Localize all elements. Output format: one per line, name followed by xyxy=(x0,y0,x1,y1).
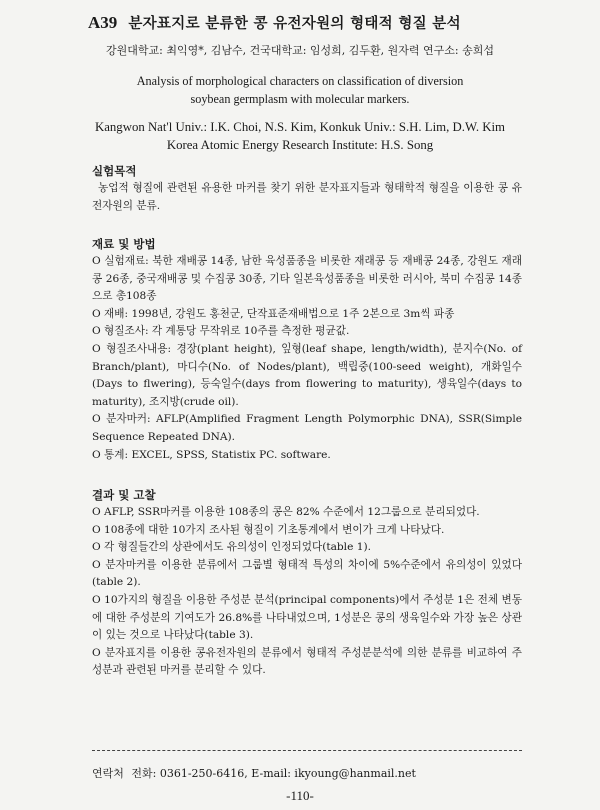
methods-item: O 분자마커: AFLP(Amplified Fragment Length Polymorphic DNA), SSR(Simple Sequence Repeated DNA). xyxy=(92,413,522,443)
affiliation-line-1: Kangwon Nat'l Univ.: I.K. Choi, N.S. Kim, Konkuk Univ.: S.H. Lim, D.W. Kim xyxy=(94,120,506,134)
objective-body xyxy=(92,180,522,215)
affiliation-line-2: Korea Atomic Energy Research Institute: H.S. Song xyxy=(166,138,434,152)
methods-heading: 재료 및 방법 xyxy=(92,237,156,251)
english-affiliations xyxy=(70,118,530,154)
methods-item: O 형질조사내용: 경장(plant height), 잎형(leaf shape, length/width), 분지수(No. of Branch/plant), 마디수(No. of Nodes/plant), 백립중(100-seed weight), 개화일수(Days to flwering), 등숙일수(days from flowering to maturity), 생육일수(days to maturity), 조지방(crude oil). xyxy=(92,342,522,408)
english-title-line-2: soybean germplasm with molecular markers. xyxy=(190,92,410,106)
english-title-line-1: Analysis of morphological characters on classification of diversion xyxy=(136,74,464,88)
methods-list xyxy=(92,253,522,464)
footer-divider xyxy=(92,750,522,751)
english-title xyxy=(80,72,520,108)
objective-heading: 실험목적 xyxy=(92,164,137,178)
results-item: O AFLP, SSR마커를 이용한 108종의 콩은 82% 수준에서 12그룹으로 분리되었다. xyxy=(92,506,480,518)
page-number: -110- xyxy=(286,788,314,803)
results-item: O 10가지의 형질을 이용한 주성분 분석(principal components)에서 주성분 1은 전체 변동에 대한 주성분의 기여도가 26.8%를 나타내었으며, 1성분은 콩의 생육일수와 가장 높은 상관이 있는 것으로 나타났다(table 3). xyxy=(92,593,522,642)
results-item: O 각 형질들간의 상관에서도 유의성이 인정되었다(table 1). xyxy=(92,541,371,554)
results-heading: 결과 및 고찰 xyxy=(92,488,156,502)
results-item: O 108종에 대한 10가지 조사된 형질이 기초통계에서 변이가 크게 나타났다. xyxy=(92,523,445,536)
abstract-code: A39 xyxy=(88,13,118,32)
results-item: O 분자표지를 이용한 콩유전자원의 분류에서 형태적 주성분분석에 의한 분류를 비교하여 주성분과 관련된 마커를 분리할 수 있다. xyxy=(92,646,522,677)
contact-label: 연락처 xyxy=(92,767,124,780)
korean-title: 분자표지로 분류한 콩 유전자원의 형태적 형질 분석 xyxy=(128,15,461,32)
methods-item: O 실험재료: 북한 재배콩 14종, 남한 육성품종을 비롯한 재래콩 등 재배콩 24종, 강원도 재래콩 26종, 중국재배콩 및 수집콩 30종, 기타 일본육성품종을 비롯한 러시아, 북미 수집콩 14종으로 총108종 xyxy=(92,255,522,303)
results-list xyxy=(92,504,522,680)
title-row xyxy=(88,12,548,33)
results-item: O 분자마커를 이용한 분류에서 그룹별 형태적 특성의 차이에 5%수준에서 유의성이 있었다(table 2). xyxy=(92,558,522,589)
objective-text: 농업적 형질에 관련된 유용한 마커를 찾기 위한 분자표지들과 형태학적 형질을 이용한 콩 유전자원의 분류. xyxy=(92,182,522,212)
contact-details: 전화: 0361-250-6416, E-mail: ikyoung@hanmail.net xyxy=(131,767,416,780)
methods-item: O 통계: EXCEL, SPSS, Statistix PC. software. xyxy=(92,448,331,461)
methods-item: O 형질조사: 각 계통당 무작위로 10주를 측정한 평균값. xyxy=(92,325,350,338)
contact-line xyxy=(92,765,420,781)
korean-authors: 강원대학교: 최익영*, 김남수, 건국대학교: 임성희, 김두환, 원자력 연구소: 송희섭 xyxy=(106,44,494,57)
methods-item: O 재배: 1998년, 강원도 홍천군, 단작표준재배법으로 1주 2본으로 3m씩 파종 xyxy=(92,307,455,320)
